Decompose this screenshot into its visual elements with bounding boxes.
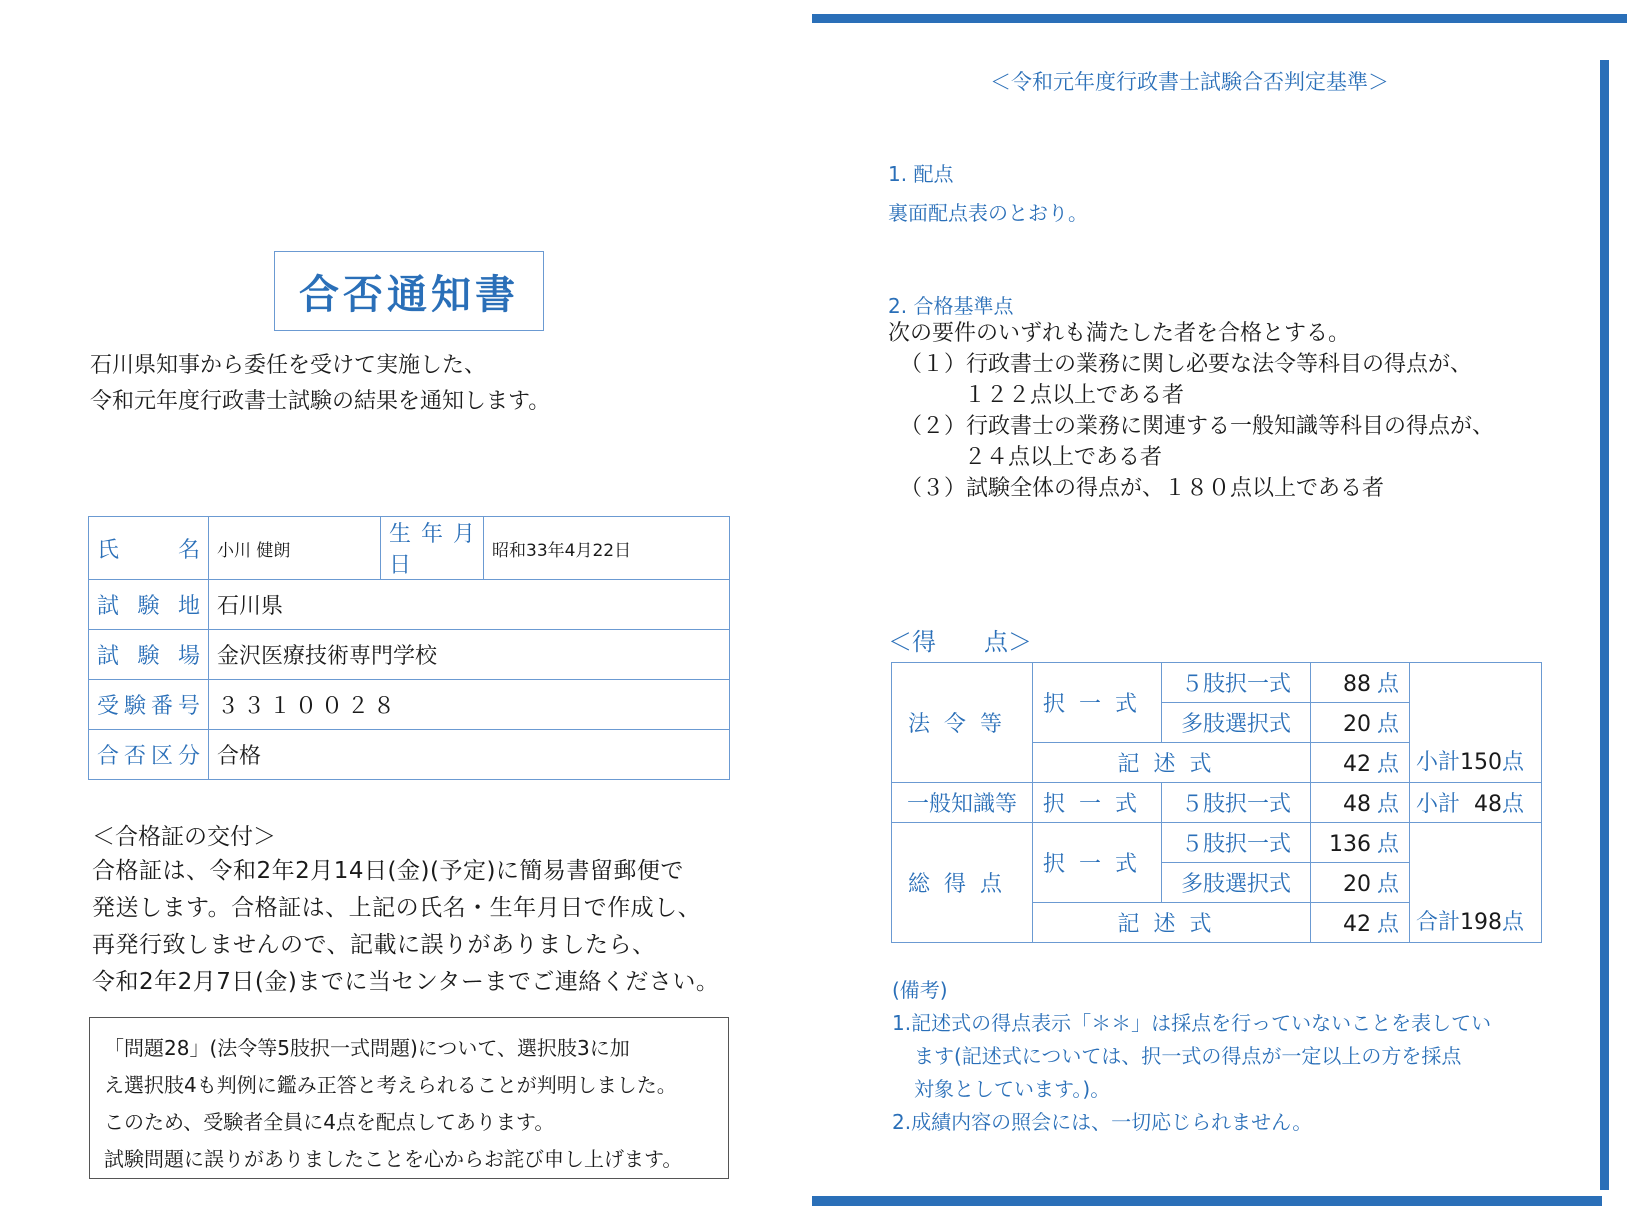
examinee-info-table [88, 516, 730, 780]
ippan-label: 一般知識等 [892, 783, 1033, 823]
blue-border-right [1600, 60, 1609, 1190]
site-label: 試験地 [89, 580, 209, 630]
kijutsu-label: 記述式 [1033, 903, 1311, 943]
takuitsu-label: 択一式 [1033, 823, 1162, 903]
notification-page [0, 0, 800, 1227]
section1-body: 裏面配点表のとおり。 [888, 201, 1088, 225]
ippan-subtotal: 小計 48点 [1410, 783, 1542, 823]
correction-notice: 「問題28」(法令等5肢択一式問題)について、選択肢3に加 え選択肢4も判例に鑑み正答と考えられることが判明しました。 このため、受験者全員に4点を配点してあります。 試験問題に誤りがありましたことを心からお詫び申し上げます。 [89, 1017, 729, 1179]
hourei-subtotal: 小計150点 [1410, 663, 1542, 783]
birth-label: 生年月日 [381, 517, 484, 580]
score-table [891, 662, 1542, 943]
birth-value: 昭和33年4月22日 [484, 517, 730, 580]
score-cell: 48 点 [1311, 783, 1410, 823]
score-cell: 20 点 [1311, 703, 1410, 743]
goshi-label: ５肢択一式 [1162, 823, 1311, 863]
section1-heading: 1. 配点 [888, 162, 954, 186]
certificate-heading: ＜合格証の交付＞ [92, 824, 276, 850]
name-label: 氏 名 [89, 517, 209, 580]
grand-total: 合計198点 [1410, 823, 1542, 943]
score-cell: 20 点 [1311, 863, 1410, 903]
score-cell: 136 点 [1311, 823, 1410, 863]
number-label: 受験番号 [89, 680, 209, 730]
site-value: 石川県 [209, 580, 730, 630]
venue-label: 試験場 [89, 630, 209, 680]
remarks: (備考) 1.記述式の得点表示「＊＊」は採点を行っていないことを表してい ます(記述式については、択一式の得点が一定以上の方を採点 対象としています。)。 2.成績内容の照会には、一切応じられません。 [892, 978, 1492, 1134]
venue-value: 金沢医療技術専門学校 [209, 630, 730, 680]
score-cell: 88 点 [1311, 663, 1410, 703]
blue-border-top [812, 14, 1627, 23]
score-cell: 42 点 [1311, 903, 1410, 943]
document-title: 合否通知書 [274, 251, 544, 331]
hourei-label: 法令等 [892, 663, 1033, 783]
section2-body: 次の要件のいずれも満たした者を合格とする。 （１）行政書士の業務に関し必要な法令等科目の得点が、 １２２点以上である者 （２）行政書士の業務に関連する一般知識等科目の得点が、 ２４点以上である者 （３）試験全体の得点が、１８０点以上である者 [888, 321, 1495, 501]
score-cell: 42 点 [1311, 743, 1410, 783]
tashi-label: 多肢選択式 [1162, 863, 1311, 903]
criteria-title: ＜令和元年度行政書士試験合否判定基準＞ [990, 70, 1389, 94]
result-value: 合格 [209, 730, 730, 780]
section2-heading: 2. 合格基準点 [888, 294, 1014, 318]
goshi-label: ５肢択一式 [1162, 663, 1311, 703]
goshi-label: ５肢択一式 [1162, 783, 1311, 823]
score-heading: ＜得 点＞ [888, 628, 1032, 656]
blue-border-bottom [812, 1196, 1602, 1206]
kijutsu-label: 記述式 [1033, 743, 1311, 783]
number-value: ３３１００２８ [209, 680, 730, 730]
takuitsu-label: 択一式 [1033, 663, 1162, 743]
takuitsu-label: 択一式 [1033, 783, 1162, 823]
tashi-label: 多肢選択式 [1162, 703, 1311, 743]
total-label: 総得点 [892, 823, 1033, 943]
intro-text: 石川県知事から委任を受けて実施した、 令和元年度行政書士試験の結果を通知します。 [90, 353, 551, 414]
result-label: 合否区分 [89, 730, 209, 780]
certificate-text: 合格証は、令和2年2月14日(金)(予定)に簡易書留郵便で 発送します。合格証は、上記の氏名・生年月日で作成し、 再発行致しませんので、記載に誤りがありましたら、 令和2年2月7日(金)までに当センターまでご連絡ください。 [92, 858, 720, 995]
name-value: 小川 健朗 [209, 517, 381, 580]
